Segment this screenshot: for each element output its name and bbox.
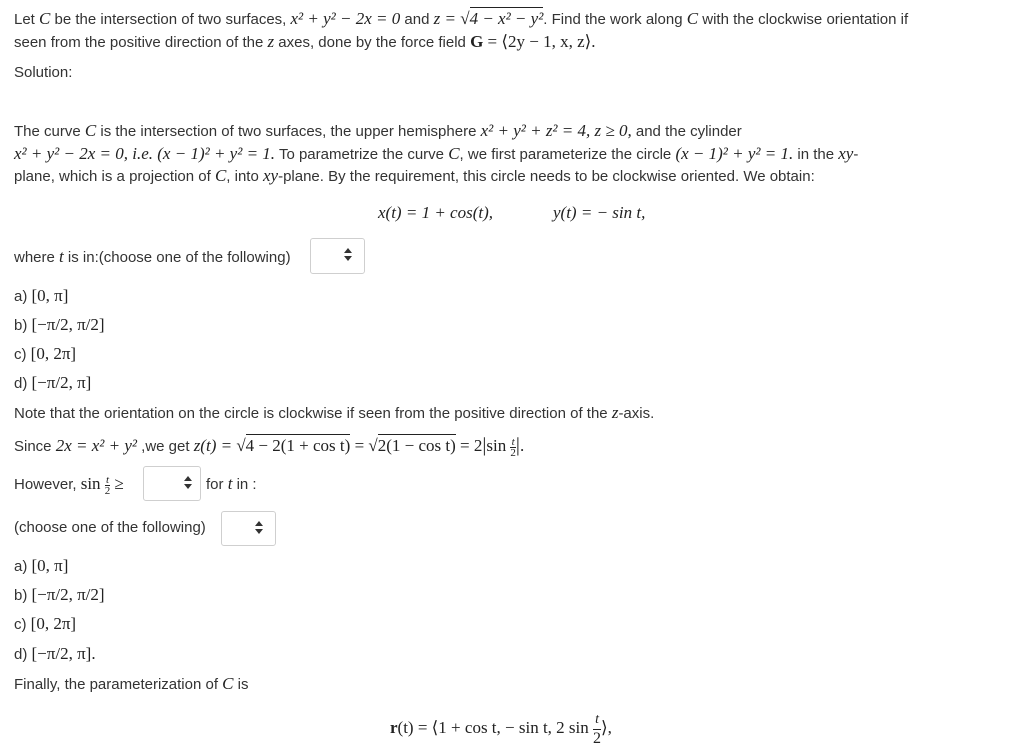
answer-3-select[interactable]	[221, 511, 276, 546]
text: To parametrize the curve	[275, 146, 449, 163]
however-line	[14, 474, 124, 496]
question-2: (choose one of the following)	[14, 519, 206, 536]
text: and the cylinder	[631, 123, 742, 140]
text: . Find the work along	[543, 11, 687, 28]
text: for	[206, 476, 228, 493]
text: -axis.	[618, 405, 655, 422]
text: However,	[14, 476, 81, 493]
option-value: [−π/2, π].	[31, 644, 96, 663]
equation-sphere: x² + y² + z² = 4, z ≥ 0,	[480, 121, 632, 140]
option-a-1	[14, 286, 68, 307]
equation-z: z =	[433, 9, 461, 28]
result-close: ⟩,	[601, 718, 612, 737]
select-arrows-icon	[184, 475, 192, 491]
option-value: [0, 2π]	[30, 344, 77, 363]
xy-symbol: xy	[838, 144, 854, 163]
force-field-equation: = ⟨2y − 1, x, z⟩.	[483, 32, 596, 51]
option-d-2	[14, 644, 96, 665]
period: .	[519, 436, 525, 455]
curve-symbol: C	[222, 674, 234, 693]
equation: z(t) =	[193, 436, 237, 455]
option-value: [0, π]	[31, 286, 69, 305]
option-value: [0, 2π]	[30, 614, 77, 633]
since-line: Since 2x = x² + y² ,we get z(t) = √4 − 2(1 + cos t) = √2(1 − cos t) = 2|sin $\frac{t}{2}$ |.	[14, 434, 525, 459]
curve-symbol: C	[686, 9, 699, 28]
option-value: [−π/2, π/2]	[31, 585, 105, 604]
finally-line	[14, 674, 249, 695]
text: with the clockwise orientation if	[698, 11, 909, 28]
option-value: [−π/2, π]	[31, 373, 92, 392]
geq-symbol: ≥	[110, 474, 124, 493]
text: , we first parameterize the circle	[459, 146, 676, 163]
text: is the intersection of two surfaces, the upper hemisphere	[96, 123, 481, 140]
curve-symbol: C	[214, 166, 227, 185]
text: is	[233, 676, 249, 693]
option-c-2	[14, 614, 76, 635]
option-label: b)	[14, 317, 32, 334]
option-label: b)	[14, 587, 32, 604]
equation-circle: x² + y² − 2x = 0, i.e. (x − 1)² + y² = 1.	[14, 144, 276, 163]
text: Since	[14, 438, 56, 455]
sin-symbol: sin	[486, 436, 507, 455]
curve-symbol: C	[448, 144, 460, 163]
option-c-1	[14, 344, 76, 365]
result-components: (t) = ⟨1 + cos t, − sin t, 2 sin	[397, 718, 594, 737]
t-symbol: t	[227, 474, 233, 493]
text: Let	[14, 11, 40, 28]
note-line	[14, 403, 654, 424]
text: where	[14, 249, 60, 266]
answer-1-select[interactable]	[310, 238, 365, 274]
param-y: y(t) = − sin t,	[553, 203, 646, 222]
equation-sqrt-1: 4 − 2(1 + cos t)	[245, 436, 351, 455]
text: ,we get	[136, 438, 194, 455]
curve-symbol: C	[39, 9, 51, 28]
param-x: x(t) = 1 + cos(t),	[378, 203, 493, 222]
sin-symbol: sin	[80, 474, 101, 493]
text: axes, done by the force field	[274, 34, 471, 51]
t-over-2: $\frac{t}{2}$	[104, 473, 111, 497]
equation-sqrt-2: 2(1 − cos t)	[377, 436, 456, 455]
z-symbol: z	[267, 32, 275, 51]
equation-circle-2: (x − 1)² + y² = 1.	[675, 144, 794, 163]
text: seen from the positive direction of the	[14, 34, 268, 51]
t-over-2-large: $\frac{t}{2}$	[593, 711, 602, 747]
force-field-symbol: G	[470, 32, 484, 51]
solution-label: Solution:	[14, 64, 73, 81]
question-1	[14, 247, 291, 268]
equation: 2x = x² + y²	[55, 436, 137, 455]
text: and	[400, 11, 434, 28]
text: Note that the orientation on the circle is clockwise if seen from the positive direction of the	[14, 405, 612, 422]
text: -plane. By the requirement, this circle needs to be clockwise oriented. We obtain:	[278, 168, 815, 185]
option-label: c)	[14, 346, 31, 363]
option-d-1	[14, 373, 91, 394]
option-b-2	[14, 585, 105, 606]
xy-symbol: xy	[262, 166, 279, 185]
text: Finally, the parameterization of	[14, 676, 223, 693]
t-symbol: t	[59, 247, 64, 266]
for-t-in	[206, 474, 257, 495]
text: be the intersection of two surfaces,	[50, 11, 291, 28]
text: , into	[226, 168, 263, 185]
option-label: c)	[14, 616, 31, 633]
select-arrows-icon	[255, 520, 263, 536]
t-over-2: $\frac{t}{2}$	[510, 435, 516, 459]
option-b-1	[14, 315, 105, 336]
para1-line-1	[14, 121, 742, 142]
text: in :	[232, 476, 257, 493]
para1-line-3	[14, 166, 815, 187]
text: plane, which is a projection of	[14, 168, 215, 185]
text: The curve	[14, 123, 85, 140]
equation: = 2	[455, 436, 483, 455]
option-value: [0, π]	[31, 556, 69, 575]
equation-sqrt: 4 − x² − y²	[469, 9, 544, 28]
option-a-2	[14, 556, 68, 577]
problem-line-2	[14, 32, 596, 53]
problem-line-1: Let C be the intersection of two surfaces, x² + y² − 2x = 0 and z = √4 − x² − y². Find the work along C with the clockwise orientation if	[14, 9, 909, 28]
equation: =	[350, 436, 369, 455]
option-value: [−π/2, π/2]	[31, 315, 105, 334]
curve-symbol: C	[84, 121, 97, 140]
option-label: d)	[14, 646, 32, 663]
text: is in:(choose one of the following)	[63, 249, 291, 266]
result-equation	[390, 708, 612, 748]
text: -	[853, 146, 859, 163]
option-label: a)	[14, 558, 32, 575]
z-symbol: z	[611, 403, 619, 422]
equation-cylinder: x² + y² − 2x = 0	[290, 9, 401, 28]
select-arrows-icon	[344, 247, 352, 263]
text: in the	[793, 146, 839, 163]
option-label: d)	[14, 375, 32, 392]
answer-2-select[interactable]	[143, 466, 201, 501]
para1-line-2	[14, 144, 858, 165]
r-vector-symbol: r	[390, 718, 398, 737]
option-label: a)	[14, 288, 32, 305]
